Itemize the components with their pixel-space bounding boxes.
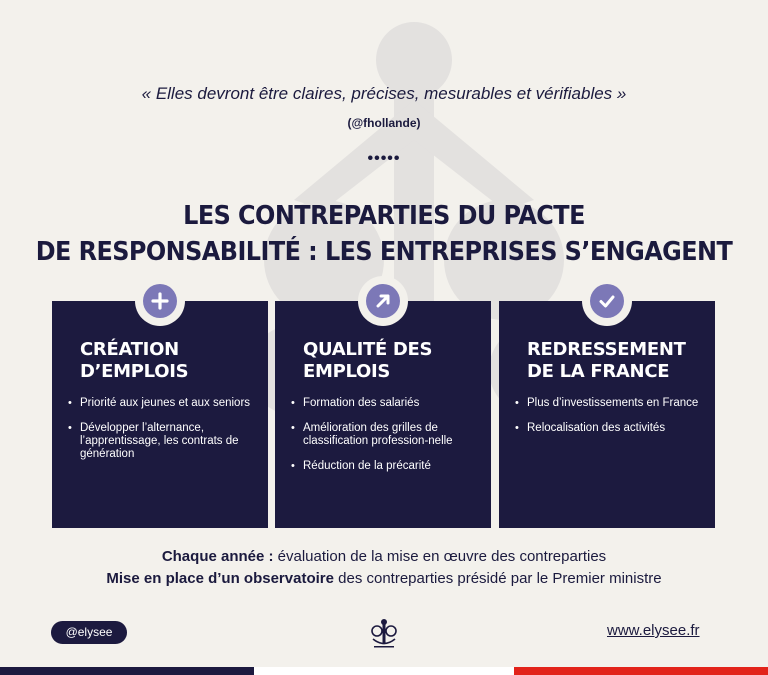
flag-stripe-white bbox=[254, 667, 514, 675]
card-title-line-2: D’EMPLOIS bbox=[80, 361, 189, 382]
bottom-line-1-text: évaluation de la mise en œuvre des contreparties bbox=[273, 548, 607, 565]
card-title-line-1: CRÉATION bbox=[80, 339, 179, 360]
list-item: • Réduction de la précarité bbox=[289, 460, 479, 473]
flag-stripe-blue bbox=[0, 667, 254, 675]
card-title bbox=[80, 339, 260, 383]
title-line-2: DE RESPONSABILITÉ : LES ENTREPRISES S’ENGAGENT bbox=[35, 237, 733, 267]
separator-dots: ••••• bbox=[367, 150, 401, 167]
bottom-line-2-bold: Mise en place d’un observatoire bbox=[106, 570, 334, 587]
card-redressement-france bbox=[499, 301, 715, 528]
list-item: • Priorité aux jeunes et aux seniors bbox=[66, 397, 256, 410]
bottom-line-2-text: des contreparties présidé par le Premier ministre bbox=[333, 570, 662, 587]
arrow-up-right-icon bbox=[373, 291, 393, 311]
list-item: • Relocalisation des activités bbox=[513, 422, 703, 435]
flag-stripe-red bbox=[514, 667, 768, 675]
bottom-line-1 bbox=[0, 548, 768, 565]
card-creation-emplois bbox=[52, 301, 268, 528]
bottom-line-2 bbox=[0, 570, 768, 587]
card-title bbox=[527, 339, 707, 383]
list-item: • Formation des salariés bbox=[289, 397, 479, 410]
card-title bbox=[303, 339, 483, 383]
card-title-line-1: QUALITÉ DES bbox=[303, 339, 433, 360]
quote-author: (@fhollande) bbox=[347, 116, 421, 130]
list-item: • Amélioration des grilles de classification profession-nelle bbox=[289, 422, 479, 448]
card-badge bbox=[358, 276, 408, 326]
plus-icon bbox=[150, 291, 170, 311]
card-badge bbox=[135, 276, 185, 326]
check-icon bbox=[597, 291, 617, 311]
website-link[interactable]: www.elysee.fr bbox=[607, 622, 700, 639]
title-line-1: LES CONTREPARTIES DU PACTE bbox=[183, 201, 585, 231]
list-item: • Plus d’investissements en France bbox=[513, 397, 703, 410]
republic-emblem-icon bbox=[366, 615, 402, 651]
card-list bbox=[66, 397, 256, 473]
card-title-line-2: DE LA FRANCE bbox=[527, 361, 670, 382]
card-title-line-2: EMPLOIS bbox=[303, 361, 391, 382]
card-list bbox=[289, 397, 479, 485]
twitter-handle-badge[interactable]: @elysee bbox=[51, 621, 127, 644]
list-item: • Développer l’alternance, l’apprentissage, les contrats de génération bbox=[66, 422, 256, 461]
quote-text: « Elles devront être claires, précises, mesurables et vérifiables » bbox=[141, 84, 627, 103]
card-badge bbox=[582, 276, 632, 326]
bottom-line-1-bold: Chaque année : bbox=[161, 548, 274, 565]
page-title bbox=[31, 198, 738, 270]
card-qualite-emplois bbox=[275, 301, 491, 528]
card-list bbox=[513, 397, 703, 447]
card-title-line-1: REDRESSEMENT bbox=[527, 339, 686, 360]
